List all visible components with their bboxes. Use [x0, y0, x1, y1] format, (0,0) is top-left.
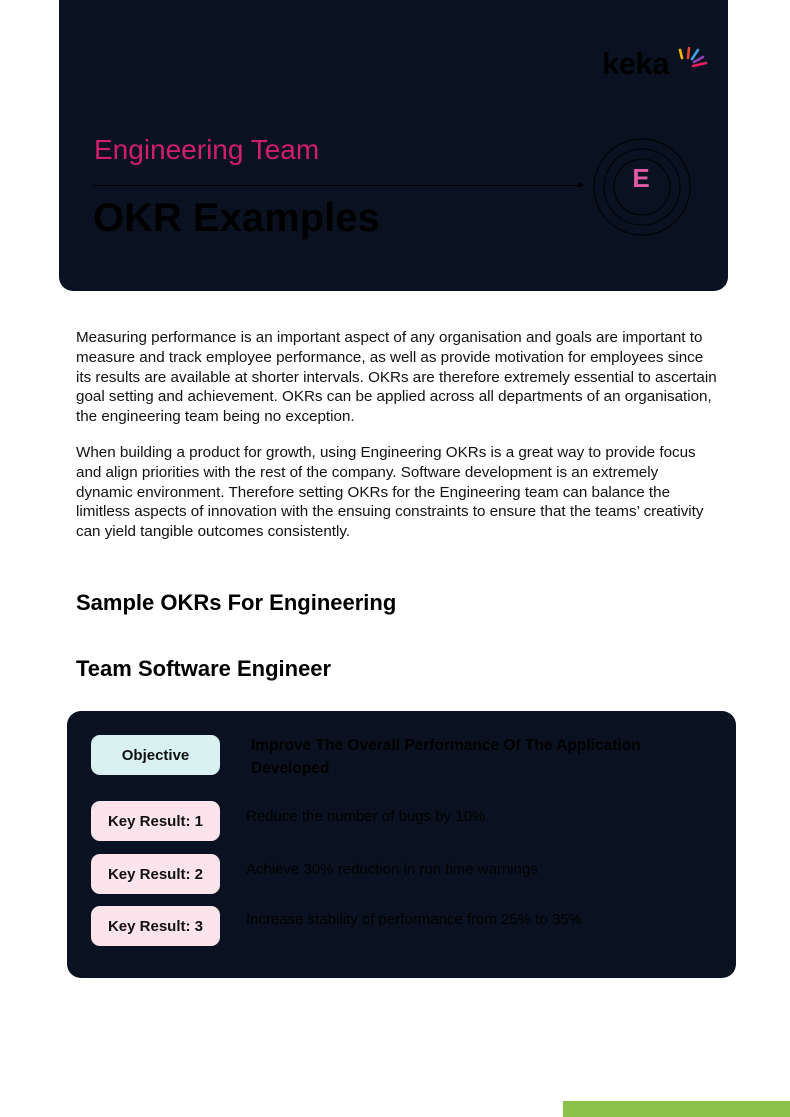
key-result-2-label: Key Result: 2: [91, 854, 220, 894]
objective-text: Improve The Overall Performance Of The Application Developed: [251, 737, 641, 777]
key-result-1-text: Reduce the number of bugs by 10%: [246, 808, 486, 825]
brand-logo: [602, 46, 712, 86]
key-result-3-label: Key Result: 3: [91, 906, 220, 946]
key-result-1-label: Key Result: 1: [91, 801, 220, 841]
intro-paragraph-1-text: Measuring performance is an important aspect of any organisation and goals are important to measure and track employee performance, as well as provide motivation for employees since its results are available at shorter intervals. OKRs are therefore extremely essential to ascertain goal setting and achievement. OKRs can be applied across all departments of an organisation, the engineering team being no exception.: [76, 329, 717, 426]
brand-logo-text: keka: [602, 46, 669, 81]
footer-accent-bar: [563, 1101, 790, 1117]
page-title: OKR Examples: [93, 196, 380, 240]
team-badge-letter: E: [632, 163, 650, 193]
intro-paragraph-2-text: When building a product for growth, using Engineering OKRs is a great way to provide focus and align priorities with the rest of the company. Software development is an extremely dynamic environment. Therefore setting OKRs for the Engineering team can balance the limitless aspects of innovation with the ensuing constraints to ensure that the teams’ creativity can yield tangible outcomes consistently.: [76, 444, 704, 541]
header-eyebrow: Engineering Team: [94, 134, 320, 165]
role-heading: Team Software Engineer: [76, 656, 332, 681]
intro-paragraph-2: [76, 443, 718, 542]
objective-label: Objective: [91, 735, 220, 775]
key-result-2-text: Achieve 30% reduction in run time warnings: [246, 861, 538, 878]
intro-paragraph-1: [76, 328, 718, 427]
sample-okrs-heading: Sample OKRs For Engineering: [76, 590, 397, 615]
key-result-3-text: Increase stability of performance from 25% to 35%: [246, 911, 582, 928]
sparkle-icon: [678, 46, 712, 72]
header-arrow-divider: [94, 185, 580, 186]
